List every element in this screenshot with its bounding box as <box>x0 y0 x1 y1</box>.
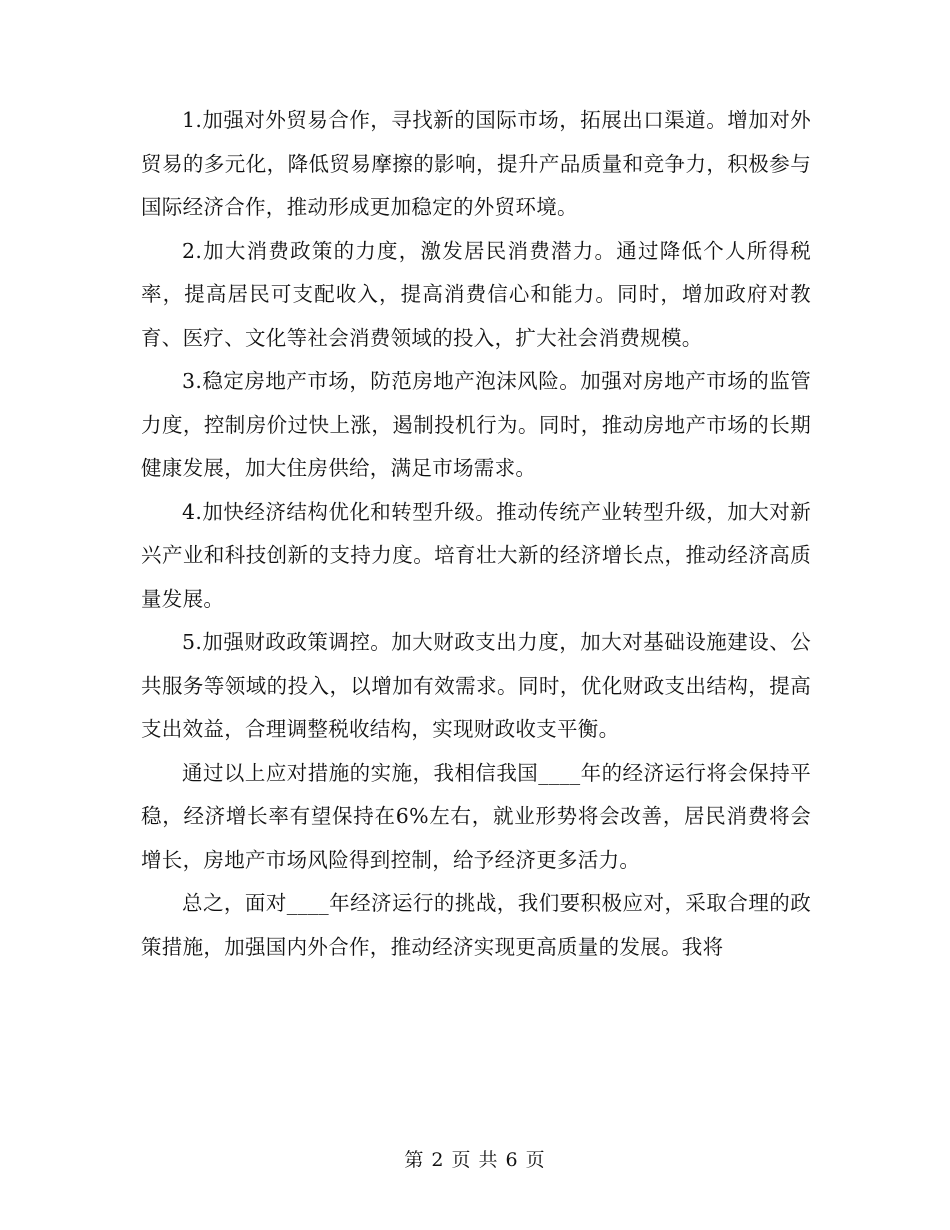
paragraph-economic-structure: 4.加快经济结构优化和转型升级。推动传统产业转型升级，加大对新兴产业和科技创新的支持力度。培育壮大新的经济增长点，推动经济高质量发展。 <box>141 499 811 611</box>
paragraph-conclusion: 总之，面对____年经济运行的挑战，我们要积极应对，采取合理的政策措施，加强国内外合作，推动经济实现更高质量的发展。我将 <box>141 891 811 959</box>
paragraph-outlook: 通过以上应对措施的实施，我相信我国____年的经济运行将会保持平稳，经济增长率有望保持在6%左右，就业形势将会改善，居民消费将会增长，房地产市场风险得到控制，给予经济更多活力。 <box>141 760 811 872</box>
paragraph-consumption-policy: 2.加大消费政策的力度，激发居民消费潜力。通过降低个人所得税率，提高居民可支配收入，提高消费信心和能力。同时，增加政府对教育、医疗、文化等社会消费领域的投入，扩大社会消费规模。 <box>141 238 811 350</box>
document-body <box>141 99 811 969</box>
page-footer <box>0 1145 950 1172</box>
paragraph-trade-cooperation: 1.加强对外贸易合作，寻找新的国际市场，拓展出口渠道。增加对外贸易的多元化，降低贸易摩擦的影响，提升产品质量和竞争力，积极参与国际经济合作，推动形成更加稳定的外贸环境。 <box>141 108 811 219</box>
paragraph-real-estate: 3.稳定房地产市场，防范房地产泡沫风险。加强对房地产市场的监管力度，控制房价过快上涨，遏制投机行为。同时，推动房地产市场的长期健康发展，加大住房供给，满足市场需求。 <box>141 369 811 480</box>
page-number-label: 第 2 页 共 6 页 <box>404 1149 546 1171</box>
paragraph-fiscal-policy: 5.加强财政政策调控。加大财政支出力度，加大对基础设施建设、公共服务等领域的投入，以增加有效需求。同时，优化财政支出结构，提高支出效益，合理调整税收结构，实现财政收支平衡。 <box>141 630 811 741</box>
